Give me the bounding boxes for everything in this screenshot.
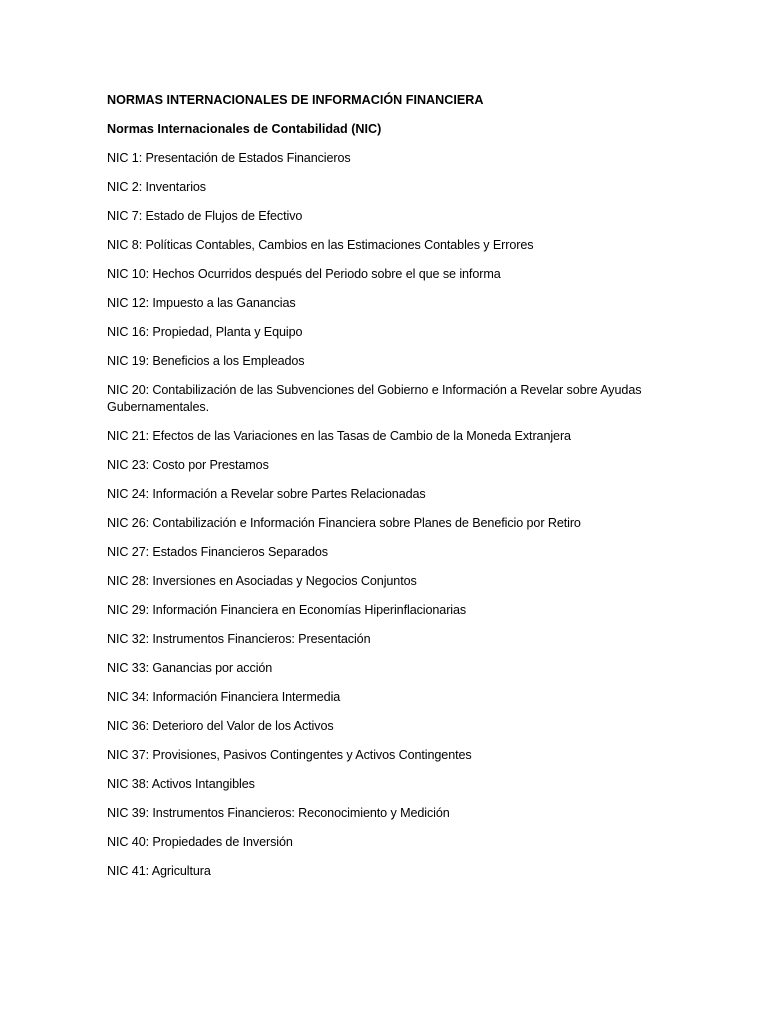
list-item: NIC 21: Efectos de las Variaciones en las Tasas de Cambio de la Moneda Extranjera (107, 429, 571, 443)
list-item: NIC 27: Estados Financieros Separados (107, 545, 329, 559)
list-item: NIC 12: Impuesto a las Ganancias (107, 296, 296, 310)
list-item: NIC 33: Ganancias por acción (107, 661, 273, 675)
list-item: NIC 24: Información a Revelar sobre Partes Relacionadas (107, 487, 426, 501)
standards-list (107, 150, 667, 880)
document-page (107, 92, 667, 880)
list-item: NIC 2: Inventarios (107, 180, 206, 194)
list-item: NIC 8: Políticas Contables, Cambios en las Estimaciones Contables y Errores (107, 238, 534, 252)
list-item: NIC 38: Activos Intangibles (107, 777, 255, 791)
list-item: NIC 1: Presentación de Estados Financieros (107, 151, 351, 165)
list-item: NIC 16: Propiedad, Planta y Equipo (107, 325, 303, 339)
list-item: NIC 20: Contabilización de las Subvenciones del Gobierno e Información a Revelar sobre Ayudas Gubernamentales. (107, 383, 642, 414)
list-item: NIC 34: Información Financiera Intermedia (107, 690, 341, 704)
document-title: NORMAS INTERNACIONALES DE INFORMACIÓN FINANCIERA (107, 93, 484, 107)
list-item: NIC 19: Beneficios a los Empleados (107, 354, 305, 368)
list-item: NIC 26: Contabilización e Información Financiera sobre Planes de Beneficio por Retiro (107, 516, 581, 530)
list-item: NIC 7: Estado de Flujos de Efectivo (107, 209, 303, 223)
list-item: NIC 23: Costo por Prestamos (107, 458, 269, 472)
list-item: NIC 10: Hechos Ocurridos después del Periodo sobre el que se informa (107, 267, 501, 281)
list-item: NIC 32: Instrumentos Financieros: Presentación (107, 632, 371, 646)
list-item: NIC 28: Inversiones en Asociadas y Negocios Conjuntos (107, 574, 417, 588)
list-item: NIC 29: Información Financiera en Economías Hiperinflacionarias (107, 603, 467, 617)
list-item: NIC 36: Deterioro del Valor de los Activos (107, 719, 334, 733)
section-title: Normas Internacionales de Contabilidad (NIC) (107, 122, 382, 136)
list-item: NIC 40: Propiedades de Inversión (107, 835, 293, 849)
list-item: NIC 41: Agricultura (107, 864, 211, 878)
list-item: NIC 37: Provisiones, Pasivos Contingentes y Activos Contingentes (107, 748, 472, 762)
list-item: NIC 39: Instrumentos Financieros: Reconocimiento y Medición (107, 806, 450, 820)
